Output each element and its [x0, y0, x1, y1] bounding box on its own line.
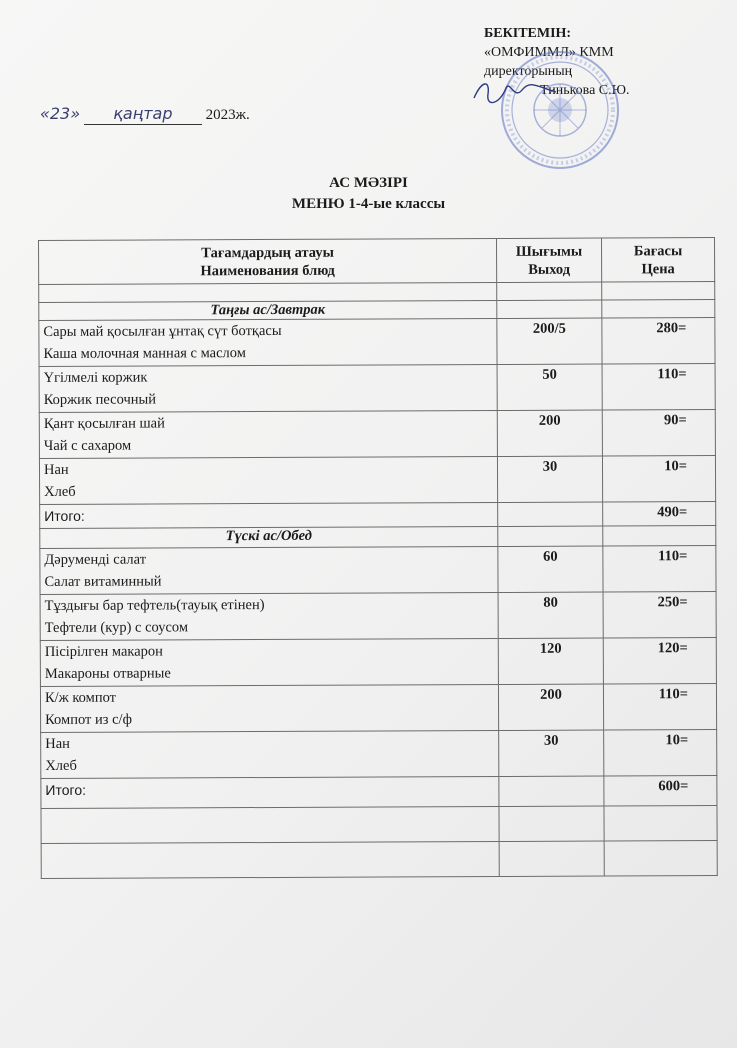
section-breakfast: Таңғы ас/Завтрак: [39, 300, 497, 320]
total-row: Итого: 490=: [40, 502, 716, 529]
section-lunch: Түскі ас/Обед: [40, 526, 498, 548]
approval-title: БЕКІТЕМІН:: [484, 26, 572, 41]
table-row: Тұздығы бар тефтель(тауық етінен) Тефтели (кур) с соусом 80 250=: [40, 592, 716, 641]
table-row: Нан Хлеб 30 10=: [39, 456, 715, 505]
date-day: «23»: [40, 104, 81, 123]
approval-name: Тинькова С.Ю.: [540, 83, 630, 98]
table-row: Пісірілген макарон Макароны отварные 120 120=: [40, 638, 716, 687]
table-row: Нан Хлеб 30 10=: [41, 730, 717, 779]
official-stamp: [486, 50, 634, 170]
table-row: Сары май қосылған ұнтақ сүт ботқасы Каша молочная манная с маслом 200/5 280=: [39, 318, 715, 367]
date-month: қаңтар: [113, 104, 173, 123]
header-output: Шығымы Выход: [496, 238, 601, 282]
table-row: Дәруменді салат Салат витаминный 60 110=: [40, 546, 716, 595]
table-row: Үгілмелі коржик Коржик песочный 50 110=: [39, 364, 715, 413]
signature: [470, 78, 560, 106]
approval-org: «ОМФИММЛ» КММ: [484, 45, 614, 60]
empty-row: [41, 841, 717, 879]
date-year: 2023ж.: [205, 107, 250, 123]
page-subtitle: МЕНЮ 1-4-ые классы: [291, 196, 446, 212]
menu-table: [38, 237, 718, 879]
table-header-row: [39, 238, 715, 285]
document-date: [40, 104, 250, 125]
table-row: Қант қосылған шай Чай с сахаром 200 90=: [39, 410, 715, 459]
page-title: АС МӘЗІРІ: [329, 175, 408, 191]
header-name: Тағамдардың атауы Наименования блюд: [39, 238, 497, 284]
table-row: К/ж компот Компот из с/ф 200 110=: [40, 684, 716, 733]
header-price: Бағасы Цена: [601, 238, 714, 282]
total-row: Итого: 600=: [41, 776, 717, 809]
approval-position: директорының: [484, 64, 573, 79]
empty-row: [41, 806, 717, 844]
